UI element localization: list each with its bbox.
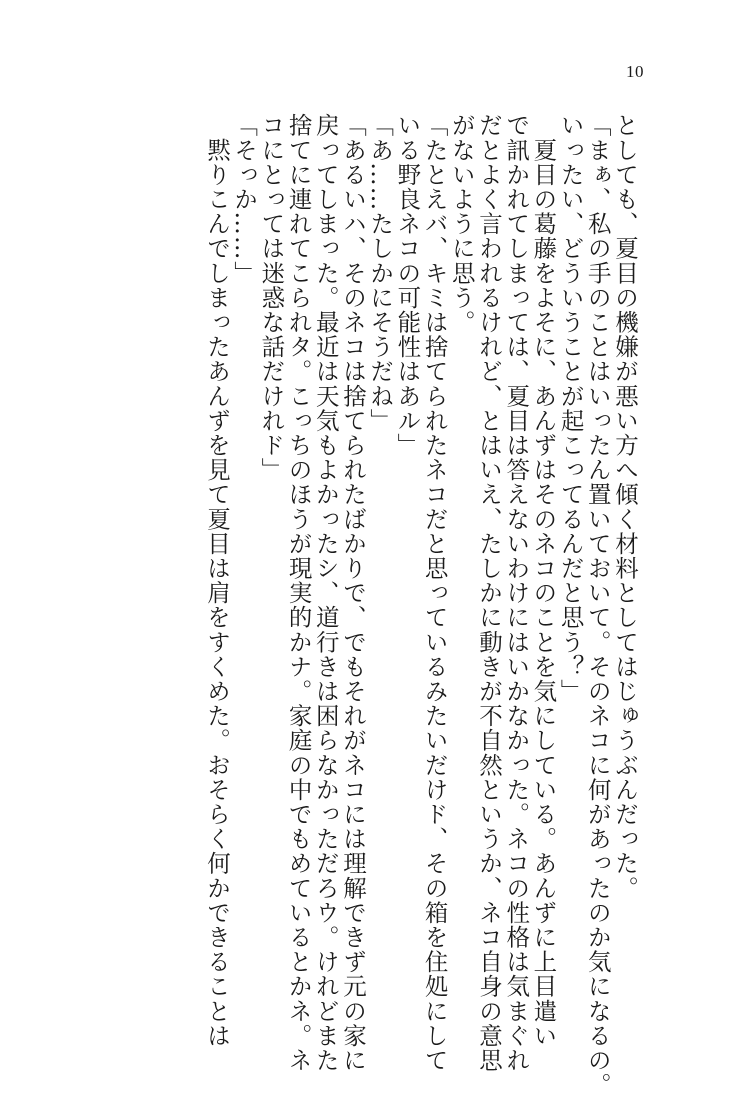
text-line: 戻ってしまった。最近は天気もよかったシ、道行きは困らなかっただろウ。けれどまた xyxy=(311,113,340,1073)
text-line: 「あるいハ、そのネコは捨てられたばかりで、でもそれがネコには理解できず元の家に xyxy=(338,113,367,1073)
text-line: 「まぁ、私の手のことはいったん置いておいて。そのネコに何があったのか気になるの。 xyxy=(583,113,612,1097)
text-line: 「あ……たしかにそうだね」 xyxy=(366,113,395,433)
vertical-text-body xyxy=(202,113,639,1097)
text-line: だとよく言われるけれど、とはいえ、たしかに動きが不自然というか、ネコ自身の意思 xyxy=(474,113,503,1073)
text-line: いったい、どういうことが起こってるんだと思う？」 xyxy=(556,113,585,704)
text-line: としても、夏目の機嫌が悪い方へ傾く材料としてはじゅうぶんだった。 xyxy=(611,113,639,901)
text-line: で訊かれてしまっては、夏目は答えないわけにはいかなかった。ネコの性格は気まぐれ xyxy=(502,113,531,1073)
text-line: コにとっては迷惑な話だけれド」 xyxy=(257,113,286,482)
text-line: 黙りこんでしまったあんずを見て夏目は肩をすくめた。おそらく何かできることは xyxy=(202,113,231,1048)
text-line: 夏目の葛藤をよそに、あんずはそのネコのことを気にしている。あんずに上目遣い xyxy=(529,113,558,1048)
text-line: 捨てに連れてこられタ。こっちのほうが現実的かナ。家庭の中でもめているとかネ。ネ xyxy=(284,113,313,1073)
text-line: がないように思う。 xyxy=(447,113,476,335)
text-line: 「そっか……」 xyxy=(230,113,259,286)
text-line: いる野良ネコの可能性はあル」 xyxy=(393,113,422,458)
text-line: 「たとえバ、キミは捨てられたネコだと思っているみたいだけド、その箱を住処にして xyxy=(420,113,449,1073)
page-number: 10 xyxy=(626,62,644,81)
